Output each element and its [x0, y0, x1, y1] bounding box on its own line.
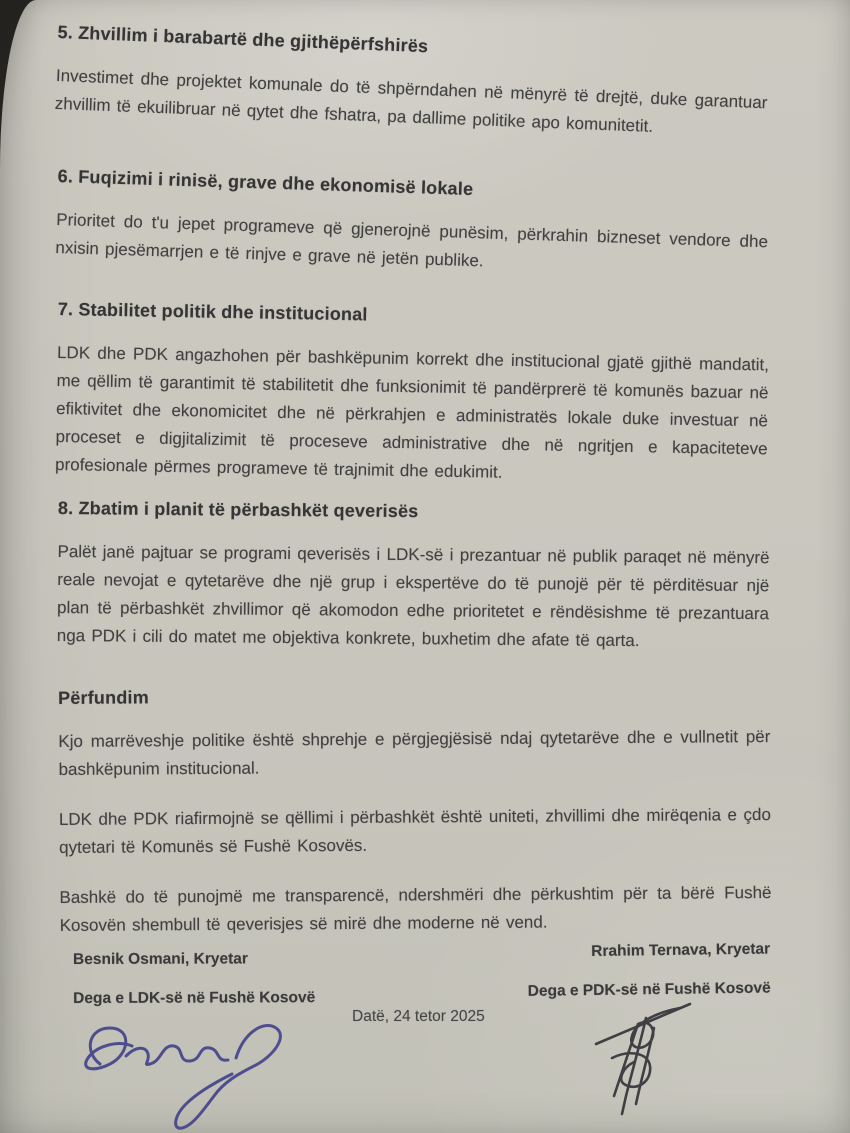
section-5-heading: 5. Zhvillim i barabartë dhe gjithëpërfshirës: [57, 22, 429, 57]
signature-left-ink: [66, 1012, 366, 1133]
section-5: [53, 22, 769, 167]
section-5-body: Investimet dhe projektet komunale do të shpërndahen në mënyrë të drejtë, duke garantuar zhvillim të ekuilibruar në qytet dhe fshatra, pa dallime politike apo komunitetit.: [54, 65, 768, 136]
conclusion-paragraph-2: LDK dhe PDK riafirmojnë se qëllimi i përbashkët është uniteti, zhvillimi dhe mirëqenia e çdo qytetari të Komunës së Fushë Kosovës.: [58, 805, 771, 857]
signatory-left-block: [73, 950, 393, 1008]
signature-right-ink: [584, 992, 714, 1124]
conclusion-paragraph-3: Bashkë do të punojmë me transparencë, ndershmëri dhe përkushtim për ta bërë Fushë Kosovën shembull të qeverisjes së mirë dhe moderne në vend.: [59, 883, 772, 935]
conclusion-paragraph-1: Kjo marrëveshje politike është shprehje e përgjegjësisë ndaj qytetarëve dhe e vullnetit për bashkëpunim institucional.: [58, 727, 771, 779]
section-8-heading: 8. Zbatim i planit të përbashkët qeverisës: [57, 498, 419, 522]
section-6-body: Prioritet do t'u jepet programeve që gjenerojnë punësim, përkrahin bizneset vendore dhe nxisin pjesëmarrjen e të rinjve e grave në jetën publike.: [55, 209, 769, 271]
conclusion-section: [58, 683, 772, 962]
section-8-body: Palët janë pajtuar se programi qeverisës i LDK-së i prezantuar në publik paraqet në mënyrë reale nevojat e qytetarëve dhe një grup i ekspertëve do të punojë për të përditësuar një plan të përbashkët zhvillimor që akomodon edhe prioritetet e rëndësishme të prezantuara nga PDK i cili do matet me objektiva konkrete, buxhetim dhe afate të qarta.: [56, 541, 770, 651]
signatory-right-name: Rrahim Ternava, Kryetar: [591, 940, 771, 961]
signatory-right-org: Dega e PDK-së në Fushë Kosovë: [527, 979, 771, 1000]
section-6: [54, 166, 769, 306]
signatory-left-org: Dega e LDK-së në Fushë Kosovë: [73, 989, 316, 1007]
date-line: Datë, 24 tetor 2025: [352, 1008, 485, 1025]
section-7: [54, 299, 769, 513]
conclusion-heading: Përfundim: [58, 687, 149, 708]
section-7-body: LDK dhe PDK angazhohen për bashkëpunim korrekt dhe institucional gjatë gjithë mandatit, me qëllim të garantimit të stabilitetit dhe funksionimit të pandërprerë të komunës bazuar në efiktivitet dhe ekonomicitet dhe në përkrahjen e administratës lokale duke investuar në proceset e digjitalizimit të proceseve administrative dhe në ngritjen e kapaciteteve profesionale përmes programeve të trajnimit dhe edukimit.: [54, 342, 770, 482]
section-6-heading: 6. Fuqizimi i rinisë, grave dhe ekonomisë lokale: [57, 166, 474, 200]
section-7-heading: 7. Stabilitet politik dhe institucional: [57, 299, 368, 325]
section-8: [56, 498, 769, 678]
signatory-left-name: Besnik Osmani, Kryetar: [73, 950, 248, 968]
